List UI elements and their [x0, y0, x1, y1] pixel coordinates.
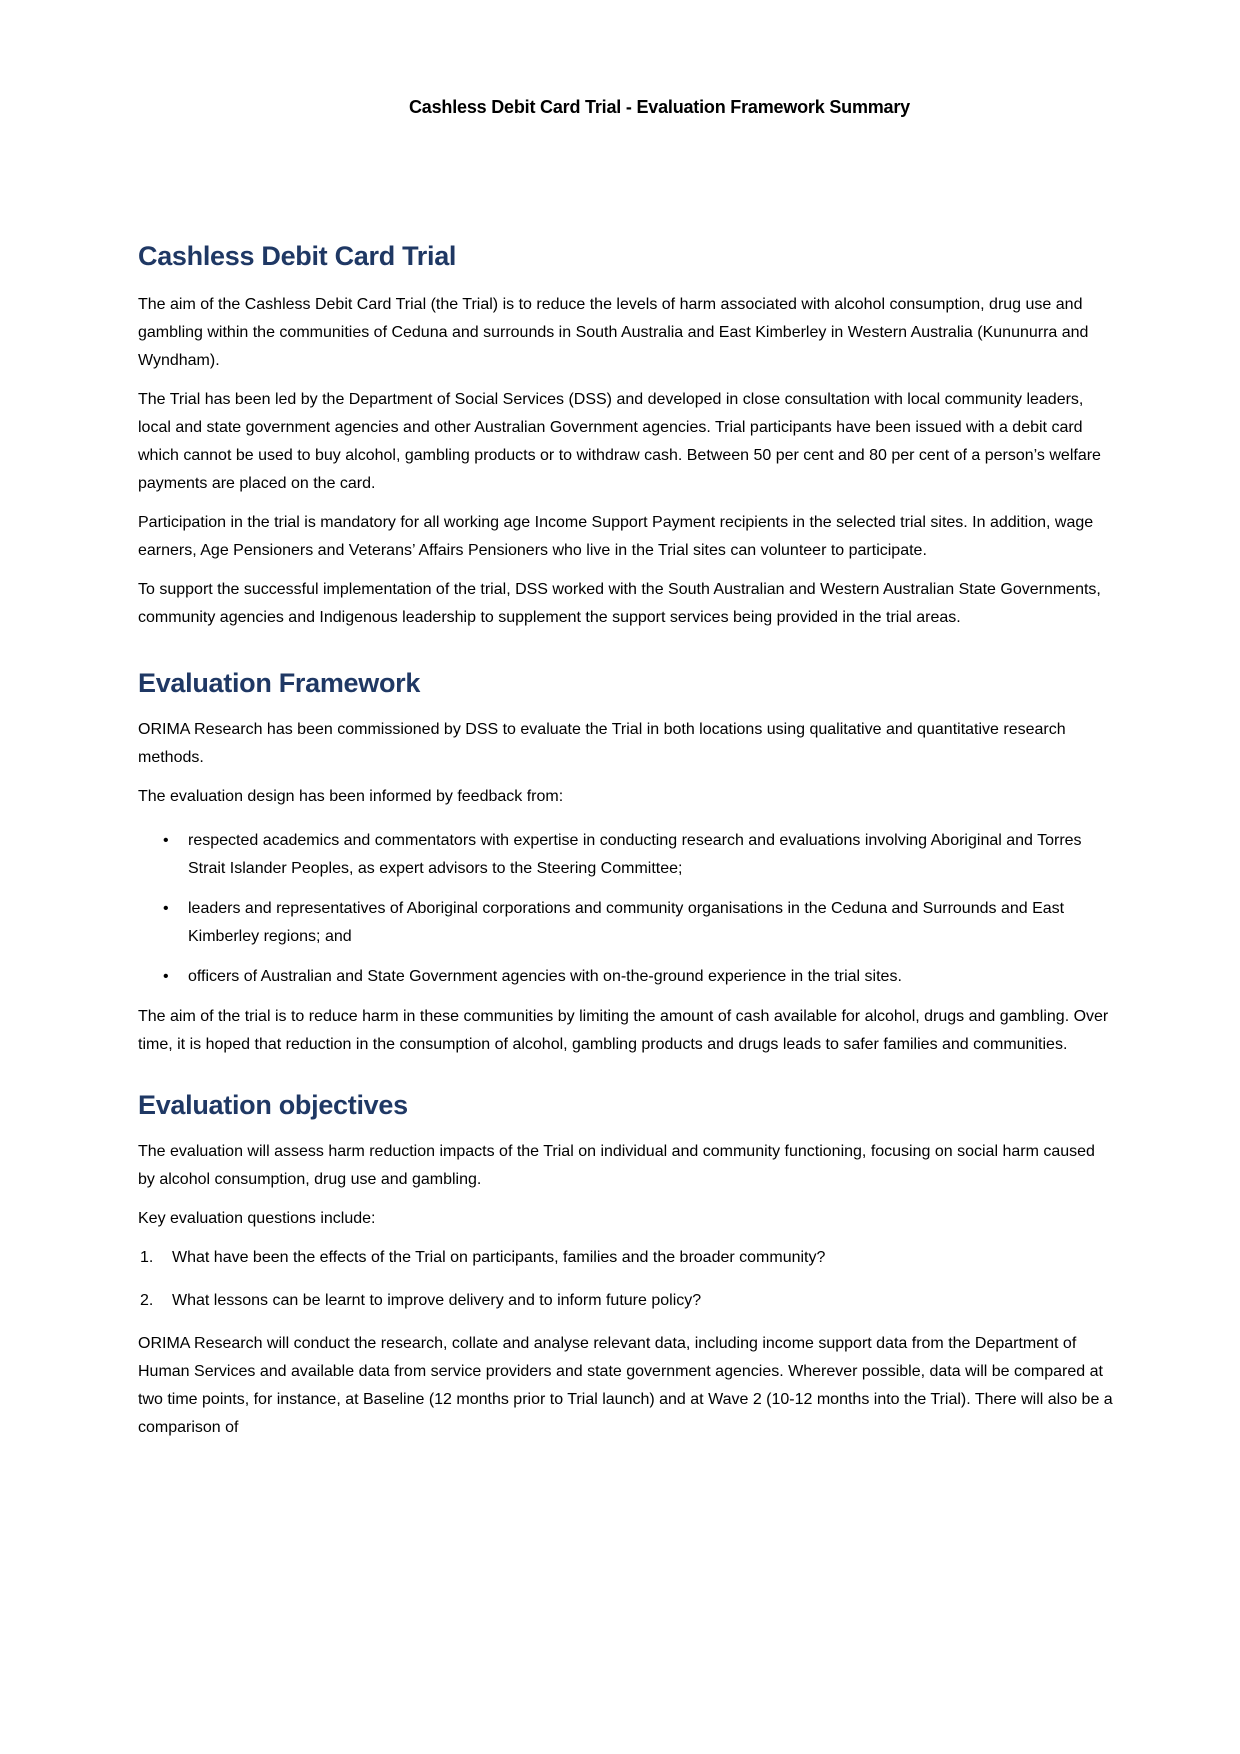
paragraph: ORIMA Research has been commissioned by DSS to evaluate the Trial in both locations using qualitative and quantitative research methods. [138, 721, 1066, 766]
paragraph: The evaluation design has been informed by feedback from: [138, 788, 564, 805]
bullet-item [138, 827, 1113, 883]
section-heading-evaluation-objectives: Evaluation objectives [138, 1090, 408, 1120]
bullet-text: leaders and representatives of Aboriginal corporations and community organisations in the Ceduna and Surrounds and East Kimberley regions; and [188, 900, 1065, 945]
number-marker: 1. [140, 1249, 154, 1266]
numbered-list [138, 1244, 1113, 1315]
paragraph: The aim of the trial is to reduce harm in these communities by limiting the amount of cash available for alcohol, drugs and gambling. Over time, it is hoped that reduction in the consumption of alcohol, gambling products and drugs leads to safer families and communities. [138, 1008, 1109, 1053]
bullet-item [138, 963, 1113, 991]
running-header: Cashless Debit Card Trial - Evaluation Framework Summary [409, 97, 910, 117]
numbered-text: What lessons can be learnt to improve delivery and to inform future policy? [172, 1292, 702, 1309]
number-marker: 2. [140, 1292, 154, 1309]
bullet-icon: • [163, 900, 169, 917]
bullet-item [138, 895, 1113, 951]
bullet-text: officers of Australian and State Government agencies with on-the-ground experience in the trial sites. [188, 968, 902, 985]
paragraph: Participation in the trial is mandatory for all working age Income Support Payment recipients in the selected trial sites. In addition, wage earners, Age Pensioners and Veterans’ Affairs Pensioners who live in the Trial sites can volunteer to participate. [138, 514, 1094, 559]
paragraph: To support the successful implementation of the trial, DSS worked with the South Australian and Western Australian State Governments, community agencies and Indigenous leadership to supplement the support services being provided in the trial areas. [138, 581, 1101, 626]
document-content [138, 96, 1113, 1442]
paragraph: ORIMA Research will conduct the research, collate and analyse relevant data, including income support data from the Department of Human Services and available data from service providers and state government agencies. Wherever possible, data will be compared at two time points, for instance, at Baseline (12 months prior to Trial launch) and at Wave 2 (10-12 months into the Trial). There will also be a comparison of [138, 1335, 1113, 1436]
bullet-icon: • [163, 832, 169, 849]
bullet-icon: • [163, 968, 169, 985]
numbered-item [138, 1244, 1113, 1272]
section-heading-cashless-debit-card-trial: Cashless Debit Card Trial [138, 241, 457, 271]
paragraph: The aim of the Cashless Debit Card Trial (the Trial) is to reduce the levels of harm associated with alcohol consumption, drug use and gambling within the communities of Ceduna and surrounds in South Australia and East Kimberley in Western Australia (Kununurra and Wyndham). [138, 296, 1089, 369]
paragraph: Key evaluation questions include: [138, 1210, 376, 1227]
paragraph: The Trial has been led by the Department of Social Services (DSS) and developed in close consultation with local community leaders, local and state government agencies and other Australian Government agencies. Trial participants have been issued with a debit card which cannot be used to buy alcohol, gambling products or to withdraw cash. Between 50 per cent and 80 per cent of a person’s welfare payments are placed on the card. [138, 391, 1101, 492]
section-heading-evaluation-framework: Evaluation Framework [138, 668, 421, 698]
numbered-text: What have been the effects of the Trial on participants, families and the broader community? [172, 1249, 826, 1266]
bullet-text: respected academics and commentators with expertise in conducting research and evaluations involving Aboriginal and Torres Strait Islander Peoples, as expert advisors to the Steering Committee; [188, 832, 1082, 877]
numbered-item [138, 1287, 1113, 1315]
paragraph: The evaluation will assess harm reduction impacts of the Trial on individual and community functioning, focusing on social harm caused by alcohol consumption, drug use and gambling. [138, 1143, 1095, 1188]
bullet-list [138, 827, 1113, 991]
